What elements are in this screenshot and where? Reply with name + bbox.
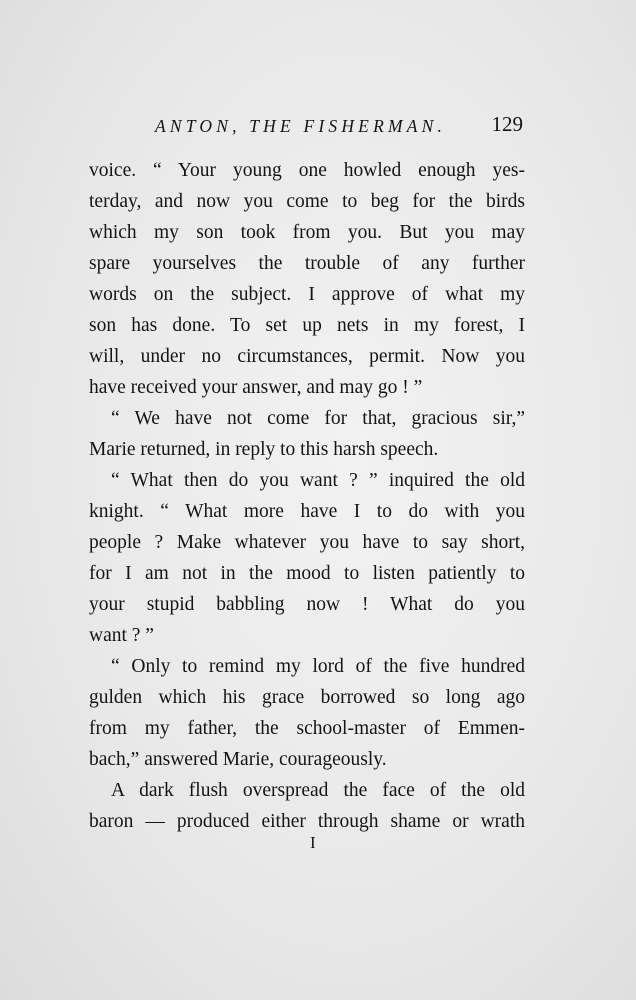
text-line-paragraph-end: Marie returned, in reply to this harsh speech. (89, 439, 439, 460)
text-line-paragraph-end: want ? ” (89, 625, 154, 646)
running-head-title: ANTON, THE FISHERMAN. (155, 116, 447, 136)
running-head (155, 112, 525, 142)
text-line: for I am not in the mood to listen patiently to (89, 563, 525, 584)
text-line: people ? Make whatever you have to say short, (89, 532, 525, 553)
page-number: 129 (491, 112, 523, 136)
signature-mark: I (310, 833, 316, 852)
text-line: voice. “ Your young one howled enough yes- (89, 160, 525, 181)
text-line: baron — produced either through shame or wrath (89, 811, 525, 832)
text-line: words on the subject. I approve of what my (89, 284, 525, 305)
text-line: knight. “ What more have I to do with you (89, 501, 525, 522)
text-line-paragraph-end: bach,” answered Marie, courageously. (89, 749, 387, 770)
text-line-paragraph-start: “ We have not come for that, gracious sir,” (111, 408, 525, 429)
text-line-paragraph-start: A dark flush overspread the face of the old (111, 780, 525, 801)
text-line: gulden which his grace borrowed so long ago (89, 687, 525, 708)
text-line-paragraph-start: “ Only to remind my lord of the five hundred (111, 656, 525, 677)
text-line: terday, and now you come to beg for the birds (89, 191, 525, 212)
text-line: son has done. To set up nets in my forest, I (89, 315, 525, 336)
text-line: your stupid babbling now ! What do you (89, 594, 525, 615)
body-text (89, 155, 525, 837)
text-line: which my son took from you. But you may (89, 222, 525, 243)
text-line: spare yourselves the trouble of any further (89, 253, 525, 274)
text-line-paragraph-start: “ What then do you want ? ” inquired the old (111, 470, 525, 491)
text-line-paragraph-end: have received your answer, and may go ! ” (89, 377, 423, 398)
text-line: from my father, the school-master of Emmen- (89, 718, 525, 739)
text-line: will, under no circumstances, permit. Now you (89, 346, 525, 367)
